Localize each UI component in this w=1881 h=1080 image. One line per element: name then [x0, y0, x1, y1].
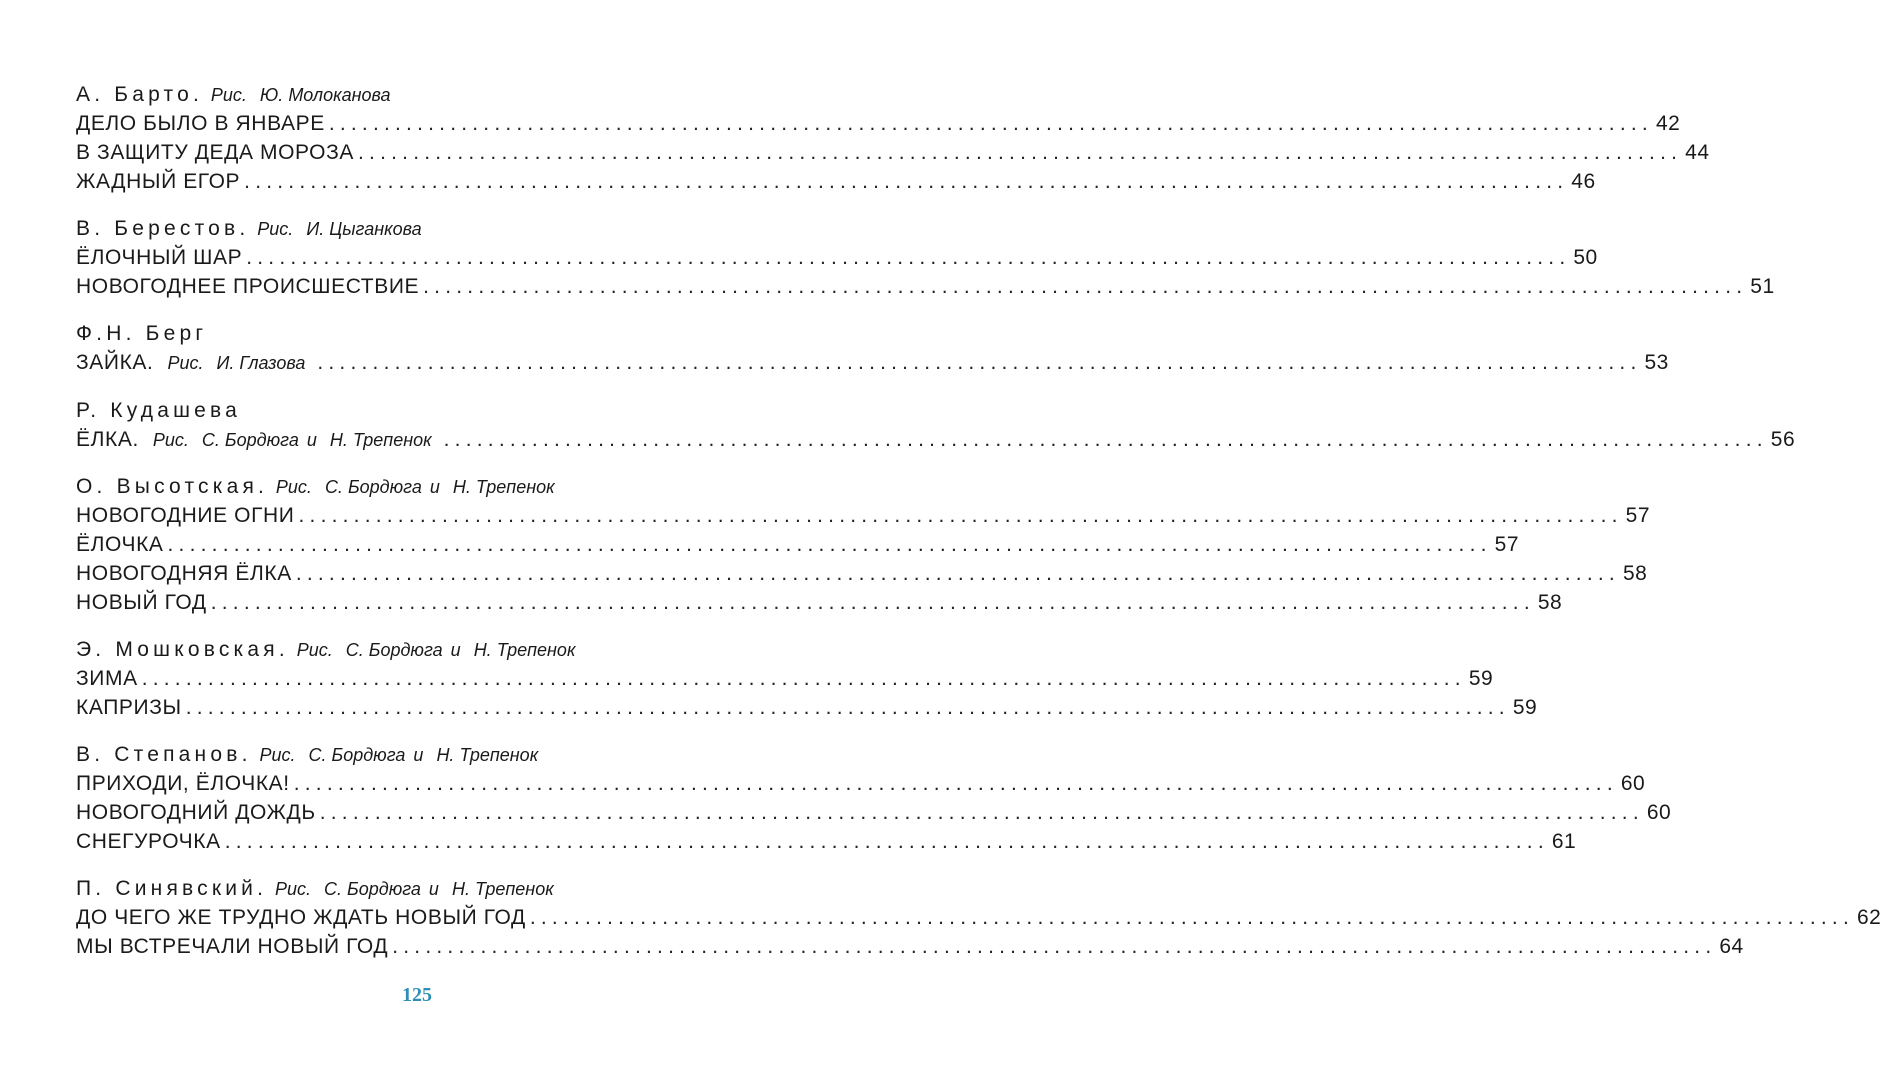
entry-title: НОВОГОДНИЕ ОГНИ: [76, 504, 295, 527]
dot-leader: ........................................................................................................................: [141, 667, 1466, 690]
entry-title: ЗАЙКА.: [76, 351, 154, 374]
author-line: П. Синявский . Рис. С. Бордюга и Н. Трепенок: [76, 874, 748, 904]
entry-page: 61: [1551, 830, 1577, 853]
dot-leader: ........................................................................................................................: [443, 428, 1768, 451]
toc-entry[interactable]: [76, 769, 1646, 799]
dot-leader: ........................................................................................................................: [317, 351, 1642, 374]
entry-page: 57: [1625, 504, 1650, 527]
toc-entry[interactable]: [76, 272, 1775, 302]
author-name: В. Степанов: [76, 743, 242, 766]
entry-title: ДО ЧЕГО ЖЕ ТРУДНО ЖДАТЬ НОВЫЙ ГОД: [76, 906, 526, 929]
author-name: Э. Мошковская: [76, 638, 279, 661]
entry-page: 53: [1644, 351, 1669, 374]
author-name: А. Барто: [76, 83, 194, 106]
author-line: А. Барто . Рис. Ю. Молоканова: [76, 80, 748, 110]
illustrator-credit: Рис. С. Бордюга и Н. Трепенок: [296, 640, 576, 660]
author-line: В. Берестов . Рис. И. Цыганкова: [76, 214, 748, 244]
toc-entry[interactable]: [76, 588, 1563, 618]
dot-leader: ........................................................................................................................: [423, 275, 1748, 298]
entry-title: ЗИМА: [76, 667, 138, 690]
entry-title: В ЗАЩИТУ ДЕДА МОРОЗА: [76, 141, 355, 164]
dot-leader: ........................................................................................................................: [392, 935, 1717, 958]
author-line: [76, 319, 748, 349]
illustrator-credit: Рис. С. Бордюга и Н. Трепенок: [275, 477, 555, 497]
illustrator-credit: Рис. И. Цыганкова: [257, 219, 422, 239]
entry-title: НОВОГОДНЕЕ ПРОИСШЕСТВИЕ: [76, 275, 420, 298]
toc-entry[interactable]: [76, 664, 1494, 694]
entry-title: НОВОГОДНИЙ ДОЖДЬ: [76, 801, 316, 824]
entry-title: ДЕЛО БЫЛО В ЯНВАРЕ: [76, 112, 325, 135]
entry-title: НОВОГОДНЯЯ ЁЛКА: [76, 562, 292, 585]
dot-leader: ........................................................................................................................: [319, 801, 1644, 824]
toc-entry[interactable]: [76, 530, 1520, 560]
page-number: 125: [402, 984, 432, 1006]
toc-entry[interactable]: [76, 348, 1669, 378]
author-name: П. Синявский: [76, 877, 258, 900]
entry-page: 62: [1857, 906, 1881, 929]
author-name: О. Высотская: [76, 475, 259, 498]
entry-page: 50: [1573, 246, 1598, 269]
author-line: Э. Мошковская . Рис. С. Бордюга и Н. Трепенок: [76, 635, 748, 665]
toc-entry[interactable]: [76, 109, 1681, 139]
entry-page: 51: [1750, 275, 1775, 298]
toc-entry[interactable]: [76, 693, 1538, 723]
entry-page: 42: [1655, 112, 1681, 135]
dot-leader: ........................................................................................................................: [298, 504, 1623, 527]
dot-leader: ........................................................................................................................: [358, 141, 1683, 164]
entry-title: МЫ ВСТРЕЧАЛИ НОВЫЙ ГОД: [76, 935, 389, 958]
entry-page: 44: [1685, 141, 1710, 164]
toc-entry[interactable]: [76, 501, 1650, 531]
author-line: [76, 396, 748, 426]
entry-page: 59: [1512, 696, 1538, 719]
dot-leader: ........................................................................................................................: [167, 533, 1492, 556]
toc-entry[interactable]: [76, 932, 1744, 962]
toc-entry[interactable]: [76, 167, 1596, 197]
illustrator-credit: Рис. И. Глазова: [167, 353, 306, 373]
dot-leader: ........................................................................................................................: [246, 246, 1571, 269]
author-line: О. Высотская . Рис. С. Бордюга и Н. Трепенок: [76, 472, 748, 502]
entry-page: 57: [1494, 533, 1520, 556]
toc-entry[interactable]: [76, 559, 1648, 589]
entry-page: 64: [1719, 935, 1744, 958]
author-line: В. Степанов . Рис. С. Бордюга и Н. Трепенок: [76, 740, 748, 770]
toc-entry[interactable]: [76, 243, 1598, 273]
dot-leader: ........................................................................................................................: [529, 906, 1854, 929]
toc-entry[interactable]: [76, 903, 1881, 933]
dot-leader: ........................................................................................................................: [185, 696, 1510, 719]
illustrator-credit: Рис. С. Бордюга и Н. Трепенок: [274, 879, 554, 899]
entry-page: 46: [1571, 170, 1596, 193]
dot-leader: ........................................................................................................................: [328, 112, 1653, 135]
entry-title: КАПРИЗЫ: [76, 696, 182, 719]
toc-entry[interactable]: [76, 798, 1672, 828]
entry-page: 56: [1770, 428, 1796, 451]
dot-leader: ........................................................................................................................: [224, 830, 1549, 853]
toc-entry[interactable]: [76, 827, 1577, 857]
toc-entry[interactable]: [76, 138, 1710, 168]
dot-leader: ........................................................................................................................: [210, 591, 1535, 614]
dot-leader: ........................................................................................................................: [293, 772, 1618, 795]
toc-entry[interactable]: [76, 425, 1796, 455]
illustrator-credit: Рис. С. Бордюга и Н. Трепенок: [152, 430, 432, 450]
dot-leader: ........................................................................................................................: [295, 562, 1620, 585]
illustrator-credit: Рис. Ю. Молоканова: [210, 85, 391, 105]
entry-page: 60: [1620, 772, 1646, 795]
illustrator-credit: Рис. С. Бордюга и Н. Трепенок: [259, 745, 539, 765]
dot-leader: ........................................................................................................................: [244, 170, 1569, 193]
entry-title: ПРИХОДИ, ЁЛОЧКА!: [76, 772, 290, 795]
entry-page: 59: [1468, 667, 1494, 690]
entry-page: 58: [1622, 562, 1648, 585]
entry-title: СНЕГУРОЧКА: [76, 830, 221, 853]
entry-page: 60: [1646, 801, 1672, 824]
author-name: Р. Кудашева: [76, 399, 242, 422]
author-name: Ф.Н. Берг: [76, 322, 208, 345]
entry-title: НОВЫЙ ГОД: [76, 591, 207, 614]
entry-title: ЁЛОЧНЫЙ ШАР: [76, 246, 243, 269]
entry-title: ЁЛКА.: [76, 428, 139, 451]
entry-title: ЖАДНЫЙ ЕГОР: [76, 170, 241, 193]
entry-title: ЁЛОЧКА: [76, 533, 164, 556]
author-name: В. Берестов: [76, 217, 240, 240]
entry-page: 58: [1537, 591, 1563, 614]
